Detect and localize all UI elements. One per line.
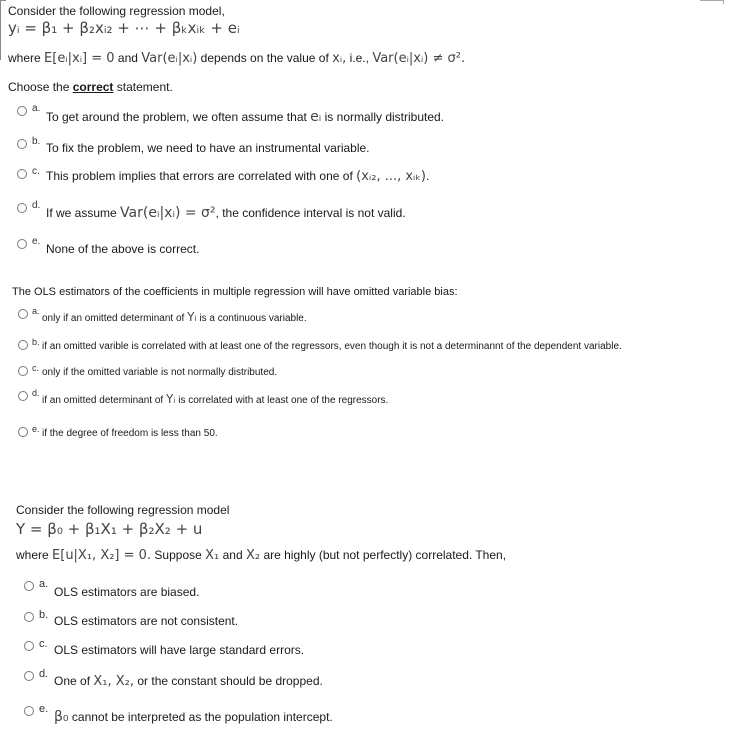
q3-intro: Consider the following regression model — [16, 503, 230, 517]
q1-choose-prefix: Choose the — [8, 80, 70, 94]
q1-choose — [8, 80, 173, 94]
option-math: Var(eᵢ|xᵢ) = σ² — [120, 205, 216, 221]
radio-button[interactable] — [24, 706, 34, 716]
option-text: OLS estimators are not consistent. — [54, 614, 239, 628]
option-letter: a. — [32, 306, 40, 316]
option-text-before: This problem implies that errors are correlated with one of — [46, 169, 353, 183]
option-letter: a. — [32, 103, 41, 114]
radio-button[interactable] — [18, 391, 28, 401]
q1-and: and — [117, 51, 138, 65]
option-math: Yᵢ — [165, 392, 176, 406]
option-math: eᵢ — [310, 109, 322, 125]
option-letter: b. — [32, 337, 40, 347]
q1-where-prefix: where — [8, 51, 41, 65]
option-text-after: cannot be interpreted as the population intercept. — [71, 710, 333, 724]
q2-stem: The OLS estimators of the coefficients in multiple regression will have omitted variable bias: — [12, 286, 458, 298]
option-letter: b. — [32, 136, 41, 147]
option-text — [46, 169, 429, 184]
q1-intro: Consider the following regression model, — [8, 4, 225, 18]
q1-where — [8, 51, 465, 66]
option-letter: e. — [39, 703, 49, 715]
option-letter: c. — [32, 166, 40, 177]
radio-button[interactable] — [17, 203, 27, 213]
option-text-after: is correlated with at least one of the regressors. — [178, 395, 389, 406]
radio-button[interactable] — [24, 671, 34, 681]
q1-xi: xᵢ, — [332, 51, 347, 66]
option-letter: e. — [32, 424, 40, 434]
option-text — [42, 310, 307, 324]
q1-cond2: Var(eᵢ|xᵢ) — [141, 51, 198, 66]
radio-button[interactable] — [24, 612, 34, 622]
q1-cond3: Var(eᵢ|xᵢ) ≠ σ². — [372, 51, 466, 66]
radio-button[interactable] — [17, 106, 27, 116]
radio-button[interactable] — [24, 581, 34, 591]
option-text-before: if an omitted determinant of — [42, 395, 164, 406]
radio-button[interactable] — [18, 366, 28, 376]
radio-button[interactable] — [18, 427, 28, 437]
radio-button[interactable] — [18, 340, 28, 350]
option-letter: e. — [32, 236, 41, 247]
radio-button[interactable] — [24, 641, 34, 651]
option-text: OLS estimators will have large standard errors. — [54, 643, 305, 657]
radio-button[interactable] — [18, 309, 28, 319]
frame-border-top — [0, 0, 6, 1]
option-text-before: To get around the problem, we often assume that — [46, 110, 307, 124]
q1-ie: i.e., — [349, 51, 369, 65]
option-text-after: . — [426, 169, 430, 183]
q3-suppose: Suppose — [154, 548, 202, 562]
radio-button[interactable] — [17, 139, 27, 149]
option-letter: a. — [39, 578, 49, 590]
q1-model: yᵢ = β₁ + β₂xᵢ₂ + ⋯ + βₖxᵢₖ + eᵢ — [8, 19, 240, 37]
q1-choose-suffix: statement. — [116, 80, 173, 94]
q3-where — [16, 548, 506, 563]
option-math: X₁, X₂, — [93, 674, 135, 689]
option-text — [46, 109, 444, 125]
q3-x2: X₂ — [245, 548, 261, 563]
option-text-before: One of — [54, 674, 91, 688]
corner-mark-tick — [723, 0, 724, 4]
q3-where-prefix: where — [16, 548, 49, 562]
option-text — [46, 205, 406, 221]
q3-and: and — [222, 548, 243, 562]
option-math: Yᵢ — [187, 310, 197, 324]
option-text: To fix the problem, we need to have an instrumental variable. — [46, 141, 370, 155]
option-text: OLS estimators are biased. — [54, 585, 200, 599]
option-letter: c. — [39, 638, 48, 650]
q3-model: Y = β₀ + β₁X₁ + β₂X₂ + u — [16, 520, 203, 538]
option-letter: d. — [32, 388, 40, 398]
q1-choose-emph: correct — [72, 80, 114, 94]
option-math: β₀ — [54, 709, 69, 725]
q1-cond1: E[eᵢ|xᵢ] = 0 — [44, 51, 115, 66]
option-text: if an omitted varible is correlated with at least one of the regressors, even though it is not a determinannt of the dependent variable. — [42, 341, 622, 352]
option-letter: c. — [32, 363, 40, 373]
radio-button[interactable] — [17, 169, 27, 179]
q3-tail: are highly (but not perfectly) correlated. Then, — [263, 548, 507, 562]
option-math: (xᵢ₂, ..., xᵢₖ) — [356, 169, 426, 184]
corner-mark — [700, 0, 724, 1]
q3-x1: X₁ — [205, 548, 220, 563]
frame-border — [0, 0, 1, 60]
option-letter: d. — [32, 200, 41, 211]
option-text: only if the omitted variable is not normally distributed. — [42, 367, 278, 378]
option-text-after: is a continuous variable. — [199, 313, 307, 324]
option-text-after: , the confidence interval is not valid. — [215, 206, 406, 220]
q1-depends: depends on the value of — [200, 51, 329, 65]
option-text — [54, 709, 333, 725]
q3-cond: E[u|X₁, X₂] = 0. — [52, 548, 152, 563]
option-text — [42, 392, 388, 406]
option-text: None of the above is correct. — [46, 242, 200, 256]
option-letter: b. — [39, 609, 49, 621]
option-text-before: If we assume — [46, 206, 117, 220]
option-text-after: or the constant should be dropped. — [137, 674, 323, 688]
option-text-after: is normally distributed. — [324, 110, 445, 124]
option-letter: d. — [39, 668, 49, 680]
option-text: if the degree of freedom is less than 50. — [42, 428, 218, 439]
option-text-before: only if an omitted determinant of — [42, 313, 185, 324]
radio-button[interactable] — [17, 239, 27, 249]
option-text — [54, 674, 323, 689]
